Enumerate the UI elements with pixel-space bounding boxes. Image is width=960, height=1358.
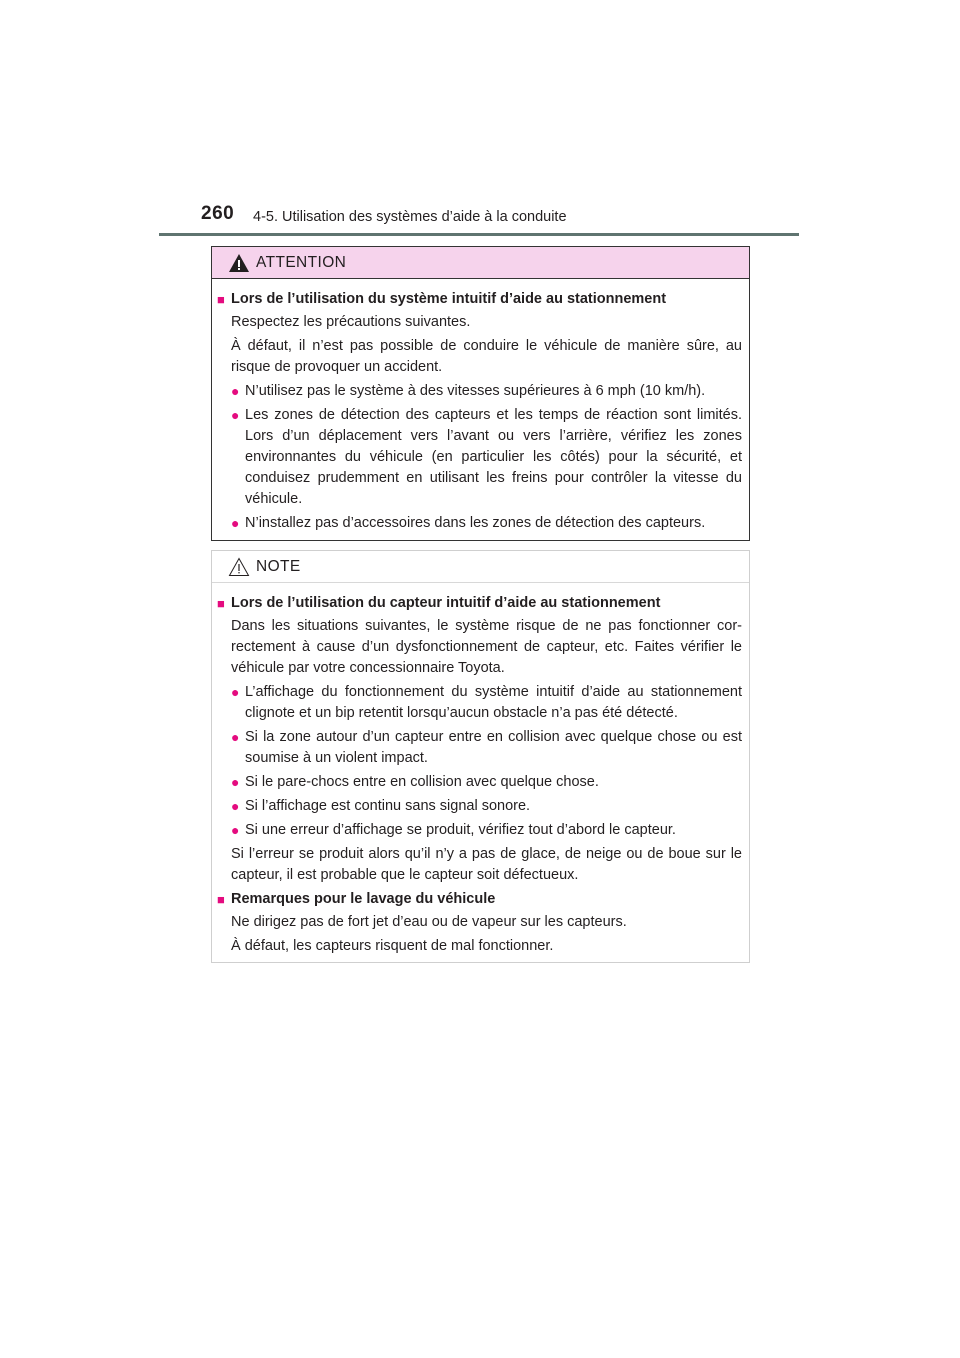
round-bullet-icon: ● <box>231 407 240 423</box>
note-bullet-text: Si le pare-chocs entre en collision avec quelque chose. <box>245 774 599 790</box>
warning-outline-icon <box>228 557 250 577</box>
page-number: 260 <box>201 203 235 224</box>
attention-body <box>212 279 749 534</box>
note-bullet-text: Si la zone autour d’un capteur entre en collision avec quelque chose ou est soumise à un violent impact. <box>245 729 742 766</box>
square-bullet-icon: ■ <box>217 892 225 907</box>
round-bullet-icon: ● <box>231 729 240 745</box>
attention-box <box>211 246 750 541</box>
note-paragraph: Dans les situations suivantes, le système risque de ne pas fonctionner cor-rectement à cause d’un dysfonctionnement de capteur, etc. Faites vérifier le véhicule par votre concessionnaire Toyota. <box>231 618 742 676</box>
note-bullet <box>217 820 742 841</box>
note-bullet <box>217 772 742 793</box>
note-heading <box>217 593 742 614</box>
attention-bullet <box>217 381 742 402</box>
attention-title: ATTENTION <box>256 253 347 271</box>
attention-bullet-text: N’installez pas d’accessoires dans les zones de détection des capteurs. <box>245 515 706 531</box>
attention-header <box>212 247 749 279</box>
round-bullet-icon: ● <box>231 774 240 790</box>
round-bullet-icon: ● <box>231 798 240 814</box>
round-bullet-icon: ● <box>231 684 240 700</box>
square-bullet-icon: ■ <box>217 292 225 307</box>
note-paragraph: À défaut, les capteurs risquent de mal fonctionner. <box>231 938 554 954</box>
attention-bullet <box>217 513 742 534</box>
note-bullet-text: Si une erreur d’affichage se produit, vérifiez tout d’abord le capteur. <box>245 822 676 838</box>
note-bullet <box>217 682 742 724</box>
note-paragraph: Si l’erreur se produit alors qu’il n’y a pas de glace, de neige ou de boue sur le capteur, il est probable que le capteur soit défectueux. <box>231 846 742 883</box>
warning-filled-icon <box>228 253 250 273</box>
attention-bullet-text: N’utilisez pas le système à des vitesses supérieures à 6 mph (10 km/h). <box>245 383 706 399</box>
header-rule <box>159 233 799 236</box>
square-bullet-icon: ■ <box>217 596 225 611</box>
note-title: NOTE <box>256 557 301 575</box>
round-bullet-icon: ● <box>231 822 240 838</box>
attention-bullet-text: Les zones de détection des capteurs et les temps de réaction sont limités. Lors d’un déplacement vers l’avant ou vers l’arrière, vérifiez les zones environnantes du véhicule (en particulier les côtés) pour la sécurité, et conduisez prudemment en utilisant les freins pour contrôler la vitesse du véhicule. <box>245 407 742 507</box>
attention-paragraph: À défaut, il n’est pas possible de conduire le véhicule de manière sûre, au risque de provoquer un accident. <box>231 338 742 375</box>
attention-heading <box>217 289 742 310</box>
attention-bullet <box>217 405 742 510</box>
note-body <box>212 583 749 957</box>
note-bullet <box>217 727 742 769</box>
note-bullet <box>217 796 742 817</box>
section-title: 4-5. Utilisation des systèmes d’aide à la conduite <box>253 209 567 225</box>
round-bullet-icon: ● <box>231 383 240 399</box>
attention-paragraph: Respectez les précautions suivantes. <box>231 314 471 330</box>
note-heading-text: Lors de l’utilisation du capteur intuitif d’aide au stationnement <box>231 595 661 611</box>
note-bullet-text: Si l’affichage est continu sans signal sonore. <box>245 798 531 814</box>
round-bullet-icon: ● <box>231 515 240 531</box>
note-heading-text: Remarques pour le lavage du véhicule <box>231 891 496 907</box>
note-bullet-text: L’affichage du fonctionnement du système intuitif d’aide au stationnement clignote et un bip retentit lorsqu’aucun obstacle n’a pas été détecté. <box>245 684 742 721</box>
note-header <box>212 551 749 583</box>
attention-heading-text: Lors de l’utilisation du système intuitif d’aide au stationnement <box>231 291 667 307</box>
note-heading <box>217 889 742 910</box>
note-box <box>211 550 750 963</box>
note-paragraph: Ne dirigez pas de fort jet d’eau ou de vapeur sur les capteurs. <box>231 914 627 930</box>
